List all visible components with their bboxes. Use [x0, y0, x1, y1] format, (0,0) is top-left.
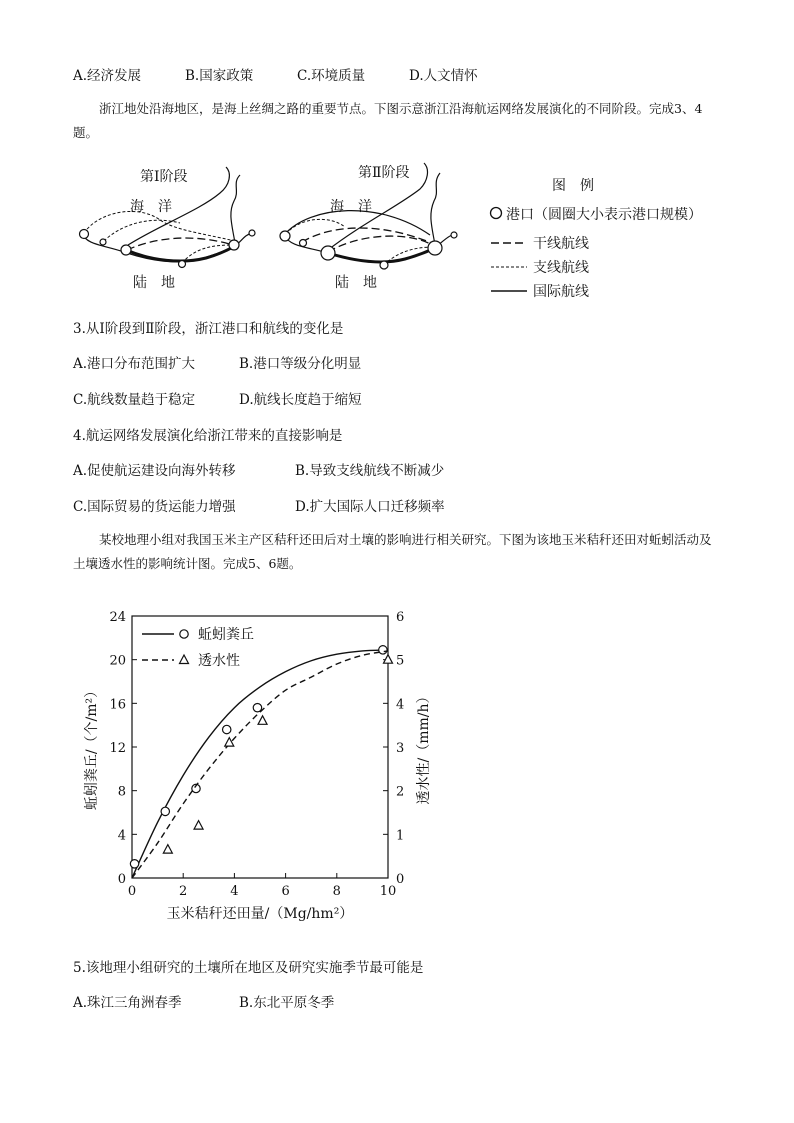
y-left-tick-label: 4 [117, 828, 126, 844]
x-axis-label: 玉米秸秆还田量/（Mg/hm²） [166, 906, 354, 922]
permeability-data-point [225, 738, 234, 747]
permeability-data-point [194, 821, 203, 830]
q3-stem: 3.从Ⅰ阶段到Ⅱ阶段，浙江港口和航线的变化是 [73, 321, 344, 337]
q5-option-b: B.东北平原冬季 [239, 995, 335, 1011]
q3-option-c: C.航线数量趋于稳定 [73, 392, 196, 408]
stage-1-port [121, 245, 131, 255]
stage-1-port [249, 230, 255, 236]
legend-title: 图 例 [552, 178, 594, 194]
stage-1-trunk-route [127, 238, 233, 250]
x-tick-label: 0 [127, 884, 137, 899]
stage-1-title: 第Ⅰ阶段 [140, 169, 188, 185]
legend-port-label: 港口（圆圈大小表示港口规模） [506, 207, 702, 223]
x-tick-label: 6 [281, 884, 290, 899]
earthworm-data-point [161, 807, 169, 815]
legend-triangle-marker [180, 655, 189, 664]
map-legend [491, 178, 703, 300]
stage-2-land-label: 陆 地 [335, 275, 377, 291]
q5-options-row1 [73, 991, 334, 1011]
stage-2-title: 第Ⅱ阶段 [358, 165, 410, 181]
legend-intl-label: 国际航线 [533, 284, 589, 300]
q2-option-d: D.人文情怀 [409, 68, 478, 84]
legend-circle-marker [180, 630, 188, 638]
series-2-curve [132, 651, 388, 878]
q5-option-a: A.珠江三角洲春季 [73, 995, 182, 1011]
legend-trunk-label: 干线航线 [533, 236, 589, 252]
stage-2-port [321, 246, 335, 260]
y-right-tick-label: 3 [396, 741, 405, 756]
q3-options-row1 [73, 352, 361, 372]
q2-option-b: B.国家政策 [185, 68, 254, 84]
stage-2-main-coast [328, 248, 435, 262]
stage-2-trunk-route-2 [302, 228, 434, 244]
y-left-tick-label: 20 [109, 653, 126, 669]
stage-1-port [100, 239, 106, 245]
stage-2-intl-route-2 [431, 173, 440, 245]
y-left-axis-label: 蚯蚓粪丘/（个/m²） [84, 683, 100, 811]
q5-stem: 5.该地理小组研究的土壤所在地区及研究实施季节最可能是 [73, 960, 424, 976]
legend-label-2: 透水性 [198, 653, 240, 669]
stage-2-port [451, 232, 457, 238]
q4-option-c: C.国际贸易的货运能力增强 [73, 499, 236, 515]
permeability-data-point [163, 845, 172, 854]
y-left-tick-label: 16 [109, 697, 126, 713]
q4-options-row1 [73, 459, 444, 479]
stage-2-port [300, 240, 307, 247]
stage-1-branch-route-1 [84, 211, 235, 241]
y-right-tick-label: 1 [396, 828, 405, 844]
q4-options-row2 [73, 495, 445, 515]
q4-option-a: A.促使航运建设向海外转移 [73, 463, 236, 479]
q4-option-d: D.扩大国际人口迁移频率 [295, 499, 445, 515]
y-right-tick-label: 5 [396, 653, 405, 669]
stage-1-land-label: 陆 地 [133, 275, 175, 291]
q2-option-a: A.经济发展 [73, 68, 142, 84]
q4-option-b: B.导致支线航线不断减少 [295, 463, 445, 479]
q3-options-row2 [73, 388, 362, 408]
x-tick-label: 10 [379, 884, 397, 899]
passage-zhejiang: 浙江地处沿海地区，是海上丝绸之路的重要节点。下图示意浙江沿海航运网络发展演化的不同阶段。完成3、4题。 [73, 101, 703, 140]
stage-2-port [280, 231, 290, 241]
earthworm-data-point [130, 860, 138, 868]
stage-2-port [428, 241, 442, 255]
y-right-tick-label: 0 [396, 872, 405, 887]
y-left-tick-label: 8 [117, 784, 126, 800]
legend-label-1: 蚯蚓粪丘 [198, 627, 254, 643]
stage-1-port [179, 261, 186, 268]
stage-2-panel [280, 163, 457, 291]
stage-1-port [80, 230, 89, 239]
port-legend-icon [491, 208, 502, 219]
legend-branch-label: 支线航线 [533, 260, 589, 276]
y-right-tick-label: 4 [396, 697, 405, 713]
earthworm-data-point [253, 704, 261, 712]
q3-option-d: D.航线长度趋于缩短 [239, 392, 362, 408]
stage-1-panel [80, 167, 256, 291]
passage-straw: 某校地理小组对我国玉米主产区秸秆还田后对土壤的影响进行相关研究。下图为该地玉米秸秆还田对蚯蚓活动及土壤透水性的影响统计图。完成5、6题。 [73, 532, 712, 571]
series-1-curve [132, 650, 388, 878]
shipping-network-map [0, 155, 794, 305]
x-tick-label: 8 [332, 884, 341, 899]
q2-options [73, 64, 478, 84]
stage-2-sea-label: 海 洋 [330, 199, 372, 215]
y-right-tick-label: 2 [396, 784, 405, 800]
y-right-tick-label: 6 [396, 610, 405, 625]
y-left-tick-label: 12 [109, 741, 126, 756]
stage-2-port [380, 261, 388, 269]
stage-1-sea-label: 海 洋 [130, 199, 172, 215]
y-right-axis-label: 透水性/（mm/h） [416, 689, 432, 805]
x-tick-label: 4 [230, 884, 239, 899]
stage-2-branch-route-1 [286, 219, 345, 234]
earthworm-data-point [223, 725, 231, 733]
q3-option-b: B.港口等级分化明显 [239, 356, 362, 372]
permeability-data-point [258, 716, 267, 725]
stage-1-port [229, 240, 239, 250]
permeability-data-point [384, 655, 393, 664]
y-left-tick-label: 0 [117, 872, 126, 887]
x-tick-label: 2 [179, 884, 188, 899]
y-left-tick-label: 24 [109, 610, 126, 625]
q2-option-c: C.环境质量 [297, 68, 366, 84]
stage-1-intl-route-2 [231, 175, 240, 243]
stage-1-main-coast [126, 246, 235, 261]
straw-return-chart [80, 598, 440, 958]
q4-stem: 4.航运网络发展演化给浙江带来的直接影响是 [73, 428, 343, 444]
q3-option-a: A.港口分布范围扩大 [73, 356, 196, 372]
plot-frame [132, 616, 388, 878]
